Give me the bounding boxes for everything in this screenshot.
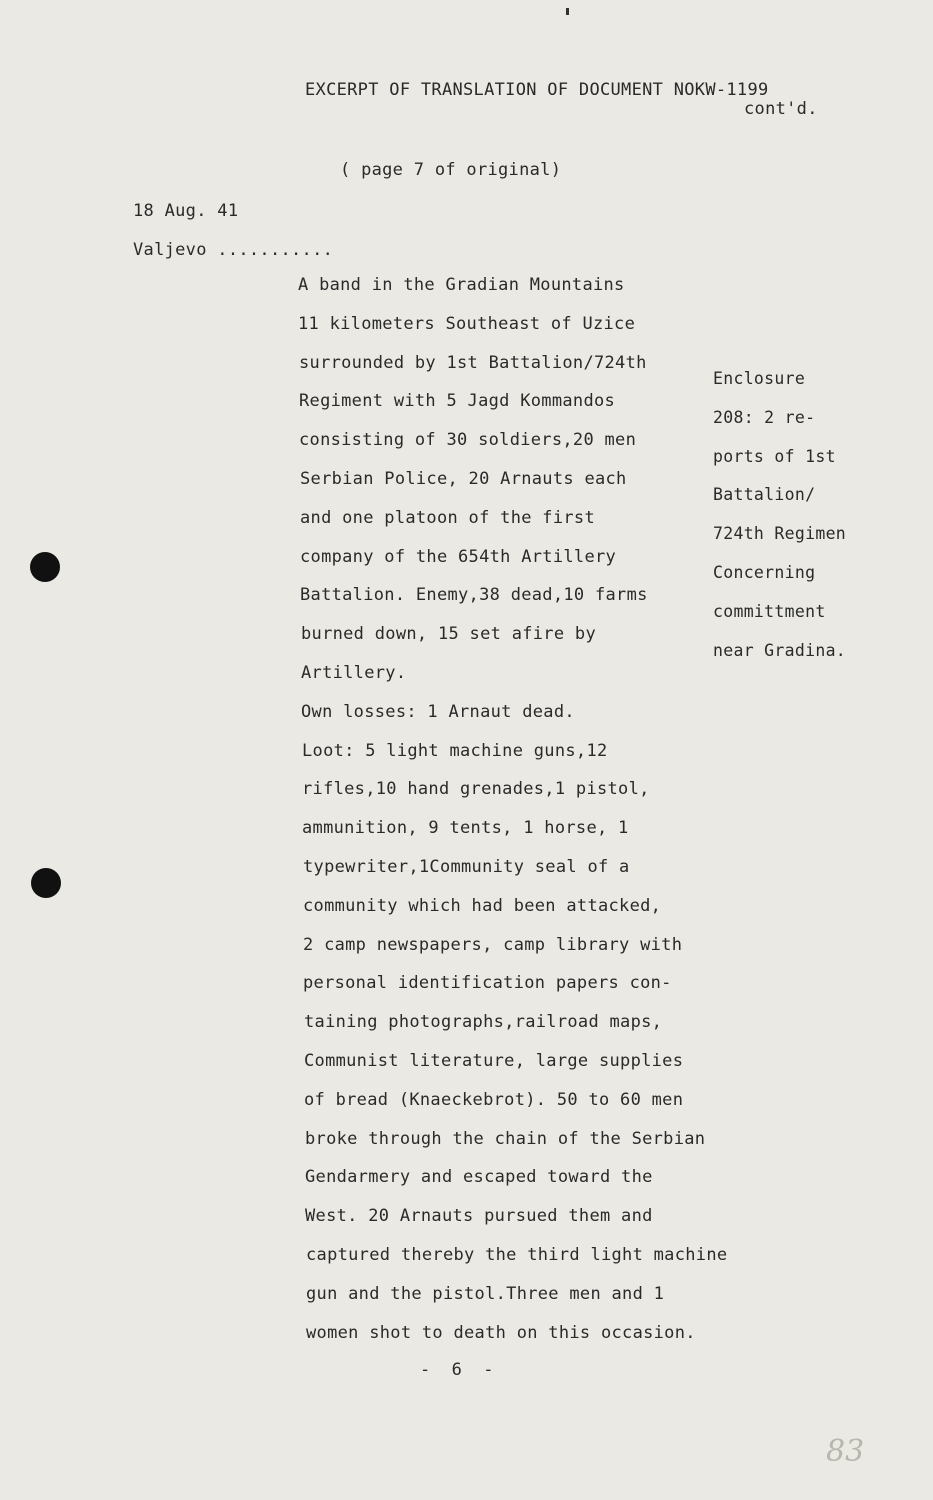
- top-tick-mark: [566, 8, 569, 15]
- margin-note-line: Battalion/: [713, 485, 816, 505]
- body-line: Gendarmery and escaped toward the: [305, 1167, 653, 1188]
- body-line: gun and the pistol.Three men and 1: [306, 1283, 665, 1304]
- entry-location: Valjevo ...........: [133, 240, 334, 260]
- body-line: typewriter,1Community seal of a: [303, 857, 630, 877]
- body-line: A band in the Gradian Mountains: [298, 275, 625, 295]
- body-line: 11 kilometers Southeast of Uzice: [298, 313, 636, 334]
- body-line: rifles,10 hand grenades,1 pistol,: [302, 779, 650, 800]
- body-line: Regiment with 5 Jagd Kommandos: [299, 391, 616, 412]
- body-line: consisting of 30 soldiers,20 men: [299, 430, 637, 451]
- page-number: - 6 -: [420, 1360, 494, 1380]
- margin-note-line: Concerning: [713, 563, 816, 582]
- document-title: EXCERPT OF TRANSLATION OF DOCUMENT NOKW-1199: [305, 80, 769, 100]
- body-line: Serbian Police, 20 Arnauts each: [300, 469, 627, 489]
- page-reference: ( page 7 of original): [340, 160, 562, 180]
- body-line: and one platoon of the first: [300, 507, 595, 528]
- margin-note-line: 208: 2 re-: [713, 407, 816, 427]
- body-line: captured thereby the third light machine: [306, 1245, 728, 1265]
- body-line: community which had been attacked,: [303, 895, 662, 916]
- body-line: 2 camp newspapers, camp library with: [303, 934, 683, 955]
- punch-hole-lower: [31, 868, 61, 898]
- body-line: personal identification papers con-: [303, 973, 672, 994]
- body-line: of bread (Knaeckebrot). 50 to 60 men: [304, 1089, 684, 1110]
- body-line: Battalion. Enemy,38 dead,10 farms: [300, 585, 648, 606]
- margin-note-line: committment: [713, 601, 826, 621]
- body-line: broke through the chain of the Serbian: [305, 1128, 706, 1149]
- body-line: Loot: 5 light machine guns,12: [302, 740, 608, 761]
- pencil-mark: 83: [826, 1434, 865, 1469]
- entry-date: 18 Aug. 41: [133, 201, 239, 221]
- continued-label: cont'd.: [744, 99, 818, 119]
- margin-note-line: 724th Regimen: [713, 524, 847, 544]
- margin-note-line: Enclosure: [713, 369, 806, 388]
- body-line: Artillery.: [301, 663, 407, 683]
- body-line: company of the 654th Artillery: [300, 546, 617, 567]
- margin-note-line: near Gradina.: [713, 640, 847, 660]
- punch-hole-upper: [30, 552, 60, 582]
- body-line: West. 20 Arnauts pursued them and: [305, 1206, 653, 1227]
- body-line: taining photographs,railroad maps,: [304, 1012, 663, 1033]
- margin-note-line: ports of 1st: [713, 446, 836, 466]
- body-line: Own losses: 1 Arnaut dead.: [301, 701, 575, 722]
- body-line: women shot to death on this occasion.: [306, 1322, 696, 1343]
- body-line: surrounded by 1st Battalion/724th: [299, 352, 647, 373]
- body-line: ammunition, 9 tents, 1 horse, 1: [302, 818, 629, 839]
- body-line: Communist literature, large supplies: [304, 1051, 684, 1071]
- body-line: burned down, 15 set afire by: [301, 624, 596, 645]
